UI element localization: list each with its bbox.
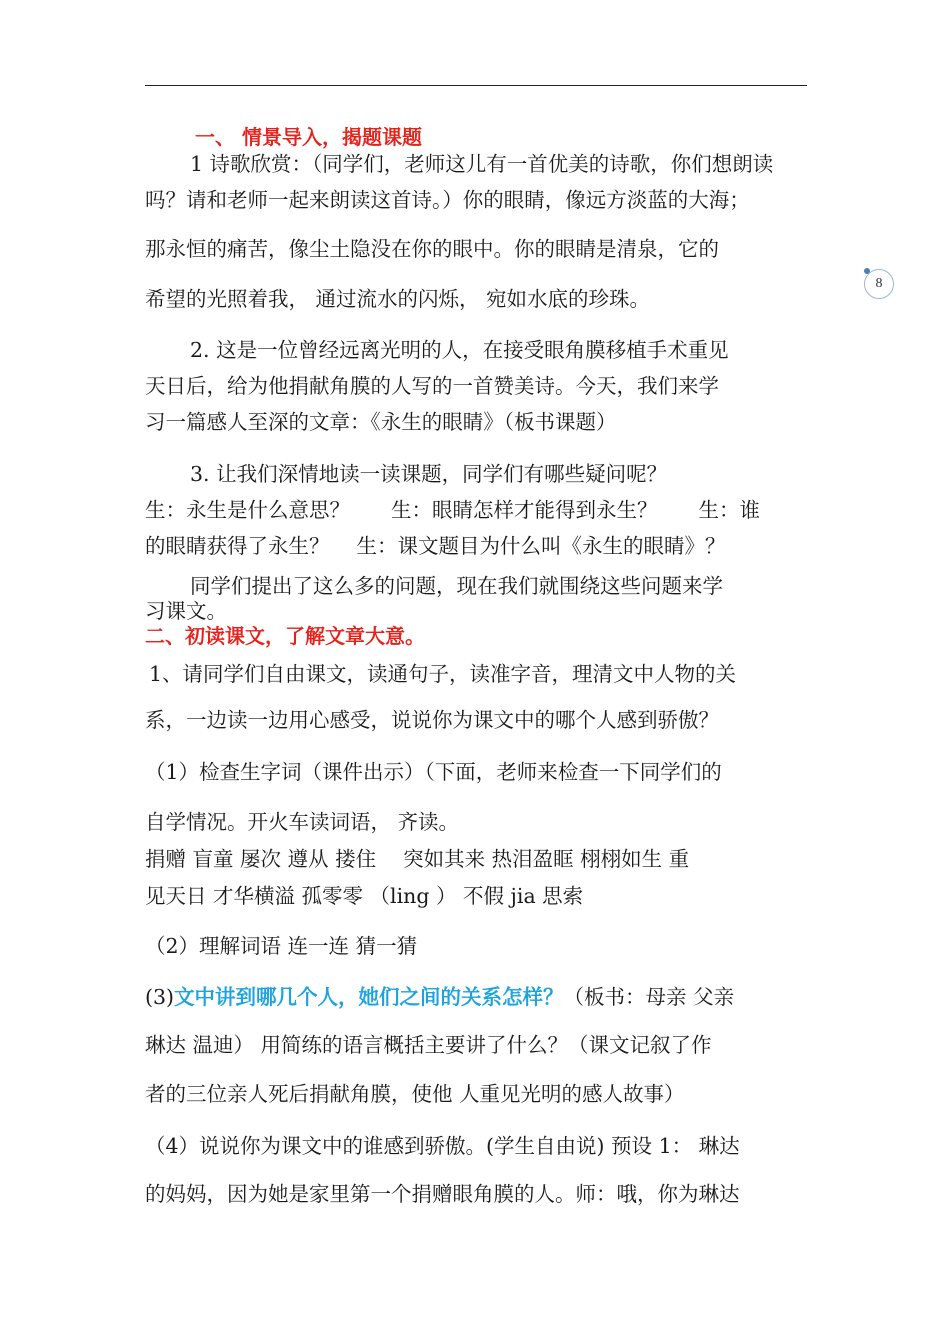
page-number-badge: 8 bbox=[864, 269, 894, 299]
header-rule bbox=[145, 85, 807, 86]
s1-p1-line3: 那永恒的痛苦，像尘土隐没在你的眼中。你的眼睛是清泉，它的 bbox=[145, 237, 719, 261]
s2-item1-3-line2: 琳达 温迪） 用简练的语言概括主要讲了什么？（课文记叙了作 bbox=[145, 1033, 712, 1057]
s2-item1-1-line2: 自学情况。开火车读词语， 齐读。 bbox=[145, 810, 460, 834]
s1-p4-line1: 同学们提出了这么多的问题，现在我们就围绕这些问题来学 bbox=[190, 574, 723, 598]
s1-p1-line1: 1 诗歌欣赏：（同学们，老师这儿有一首优美的诗歌，你们想朗读 bbox=[190, 152, 774, 176]
s2-item1-3-line1 bbox=[145, 984, 734, 1010]
s2-item1-1-line1: （1）检查生字词（课件出示）（下面，老师来检查一下同学们的 bbox=[145, 760, 722, 784]
s2-item1-4-line1: （4）说说你为课文中的谁感到骄傲。(学生自由说) 预设 1： 琳达 bbox=[145, 1134, 740, 1158]
s2-item1-line1: 1、请同学们自由课文，读通句子，读准字音，理清文中人物的关 bbox=[149, 662, 737, 686]
s1-p2-line1: 2. 这是一位曾经远离光明的人，在接受眼角膜移植手术重见 bbox=[190, 338, 729, 362]
s2-item1-line2: 系，一边读一边用心感受，说说你为课文中的哪个人感到骄傲？ bbox=[145, 708, 719, 732]
s1-p1-line4: 希望的光照着我， 通过流水的闪烁， 宛如水底的珍珠。 bbox=[145, 287, 651, 311]
s2-item1-3-line3: 者的三位亲人死后捐献角膜，使他 人重见光明的感人故事） bbox=[145, 1082, 685, 1106]
s2-item1-2: （2）理解词语 连一连 猜一猜 bbox=[145, 934, 418, 958]
section2-heading: 二、初读课文，了解文章大意。 bbox=[145, 624, 425, 648]
s2-item1-4-line2: 的妈妈，因为她是家里第一个捐赠眼角膜的人。师：哦，你为琳达 bbox=[145, 1182, 740, 1206]
item3-rest: （板书：母亲 父亲 bbox=[563, 985, 735, 1009]
s1-p2-line2: 天日后，给为他捐献角膜的人写的一首赞美诗。今天，我们来学 bbox=[145, 374, 719, 398]
item3-prefix: (3) bbox=[145, 985, 175, 1009]
item3-question: 文中讲到哪几个人，她们之间的关系怎样？ bbox=[174, 985, 564, 1009]
vocab-line1: 捐赠 盲童 屡次 遵从 搂住 突如其来 热泪盈眶 栩栩如生 重 bbox=[145, 847, 690, 871]
s1-p3-line1: 3. 让我们深情地读一读课题，同学们有哪些疑问呢？ bbox=[190, 462, 668, 486]
vocab-line2: 见天日 才华横溢 孤零零 （ling ） 不假 jia 思索 bbox=[145, 884, 584, 908]
section1-heading: 一、 情景导入，揭题课题 bbox=[195, 125, 422, 149]
s1-p3-line3: 的眼睛获得了永生？ 生：课文题目为什么叫《永生的眼睛》？ bbox=[145, 534, 726, 558]
s1-p3-line2: 生：永生是什么意思？ 生：眼睛怎样才能得到永生？ 生：谁 bbox=[145, 498, 760, 522]
s1-p2-line3: 习一篇感人至深的文章：《永生的眼睛》（板书课题） bbox=[145, 410, 617, 434]
s1-p1-line2: 吗？请和老师一起来朗读这首诗。）你的眼睛，像远方淡蓝的大海； bbox=[145, 188, 750, 212]
s1-p4-line2: 习课文。 bbox=[145, 599, 227, 623]
